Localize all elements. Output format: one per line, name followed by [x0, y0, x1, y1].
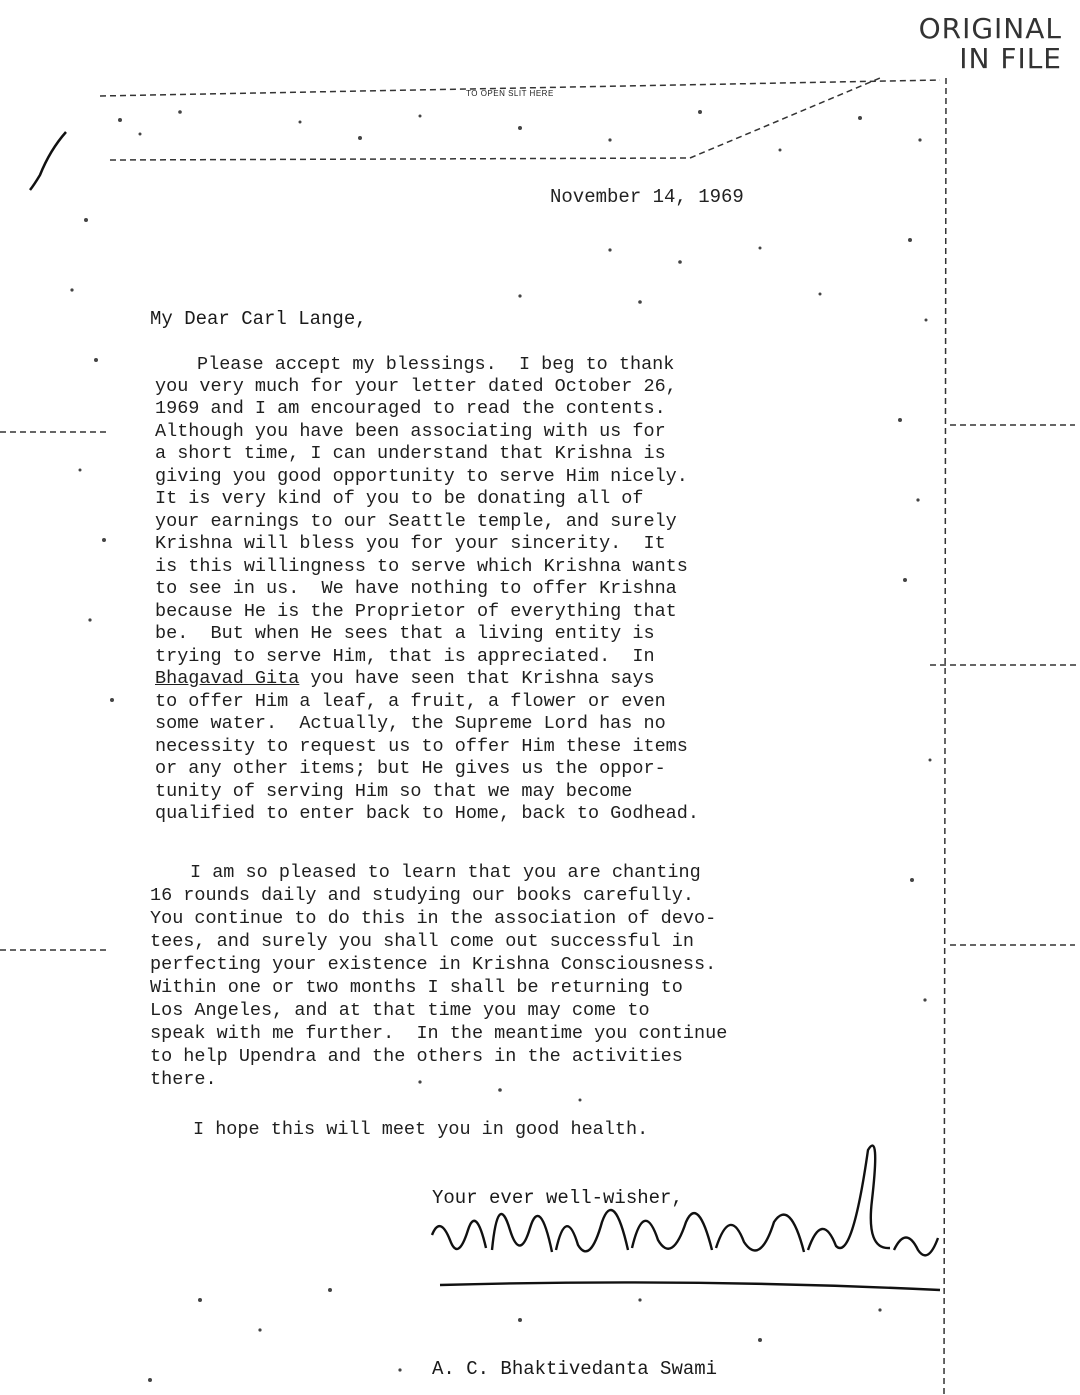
stamp-line-2: IN FILE	[959, 42, 1062, 75]
paragraph-line: to offer Him a leaf, a fruit, a flower or even	[155, 691, 666, 712]
paragraph-line: qualified to enter back to Home, back to Godhead.	[155, 803, 699, 824]
paragraph-line: be. But when He sees that a living entity is	[155, 623, 655, 644]
paragraph-line: perfecting your existence in Krishna Consciousness.	[150, 954, 717, 975]
paragraph-line: tees, and surely you shall come out successful in	[150, 931, 694, 952]
original-in-file-stamp	[919, 14, 1062, 74]
paragraph-line: trying to serve Him, that is appreciated. In	[155, 646, 655, 667]
stamp-line-1: ORIGINAL	[918, 12, 1062, 45]
paragraph-line: you very much for your letter dated October 26,	[155, 376, 677, 397]
envelope-flap-line	[690, 78, 880, 158]
paragraph-line: Krishna will bless you for your sincerity. It	[155, 533, 666, 554]
paragraph-line: giving you good opportunity to serve Him nicely.	[155, 466, 688, 487]
paragraph-line: Within one or two months I shall be returning to	[150, 977, 683, 998]
paragraph-line: a short time, I can understand that Krishna is	[155, 443, 666, 464]
paragraph-line: I am so pleased to learn that you are chanting	[190, 862, 701, 883]
paragraph-line: Los Angeles, and at that time you may come to	[150, 1000, 650, 1021]
paragraph-line: 16 rounds daily and studying our books carefully.	[150, 885, 694, 906]
paragraph-line: your earnings to our Seattle temple, and surely	[155, 511, 677, 532]
closing: Your ever well-wisher,	[432, 1187, 683, 1209]
paragraph-3: I hope this will meet you in good health.	[193, 1119, 649, 1140]
paragraph-line: some water. Actually, the Supreme Lord has no	[155, 713, 666, 734]
paragraph-line: there.	[150, 1069, 217, 1090]
paragraph-line: speak with me further. In the meantime you continue	[150, 1023, 728, 1044]
handwritten-signature	[432, 1146, 940, 1290]
salutation: My Dear Carl Lange,	[150, 308, 367, 330]
letter-date: November 14, 1969	[550, 186, 744, 208]
envelope-right-edge	[944, 78, 946, 1395]
envelope-slit-label: TO OPEN SLIT HERE	[466, 89, 554, 98]
paragraph-line: or any other items; but He gives us the oppor-	[155, 758, 666, 779]
paragraph-line: to see in us. We have nothing to offer Krishna	[155, 578, 677, 599]
signer-name: A. C. Bhaktivedanta Swami	[432, 1358, 718, 1380]
paragraph-line: You continue to do this in the association of devo-	[150, 908, 717, 929]
margin-pen-mark	[30, 132, 66, 190]
paragraph-line: tunity of serving Him so that we may become	[155, 781, 633, 802]
paragraph-line: to help Upendra and the others in the activities	[150, 1046, 683, 1067]
book-title: Bhagavad Gita	[155, 668, 300, 689]
paragraph-line: It is very kind of you to be donating all of	[155, 488, 644, 509]
paragraph-line: because He is the Proprietor of everything that	[155, 601, 677, 622]
paragraph-line: 1969 and I am encouraged to read the contents.	[155, 398, 666, 419]
paragraph-line: necessity to request us to offer Him these items	[155, 736, 688, 757]
paragraph-line: Please accept my blessings. I beg to thank	[197, 354, 675, 375]
paragraph-line: is this willingness to serve which Krishna wants	[155, 556, 688, 577]
paragraph-line: Although you have been associating with us for	[155, 421, 666, 442]
paragraph-line-with-title: Bhagavad Gita you have seen that Krishna says	[155, 668, 655, 689]
